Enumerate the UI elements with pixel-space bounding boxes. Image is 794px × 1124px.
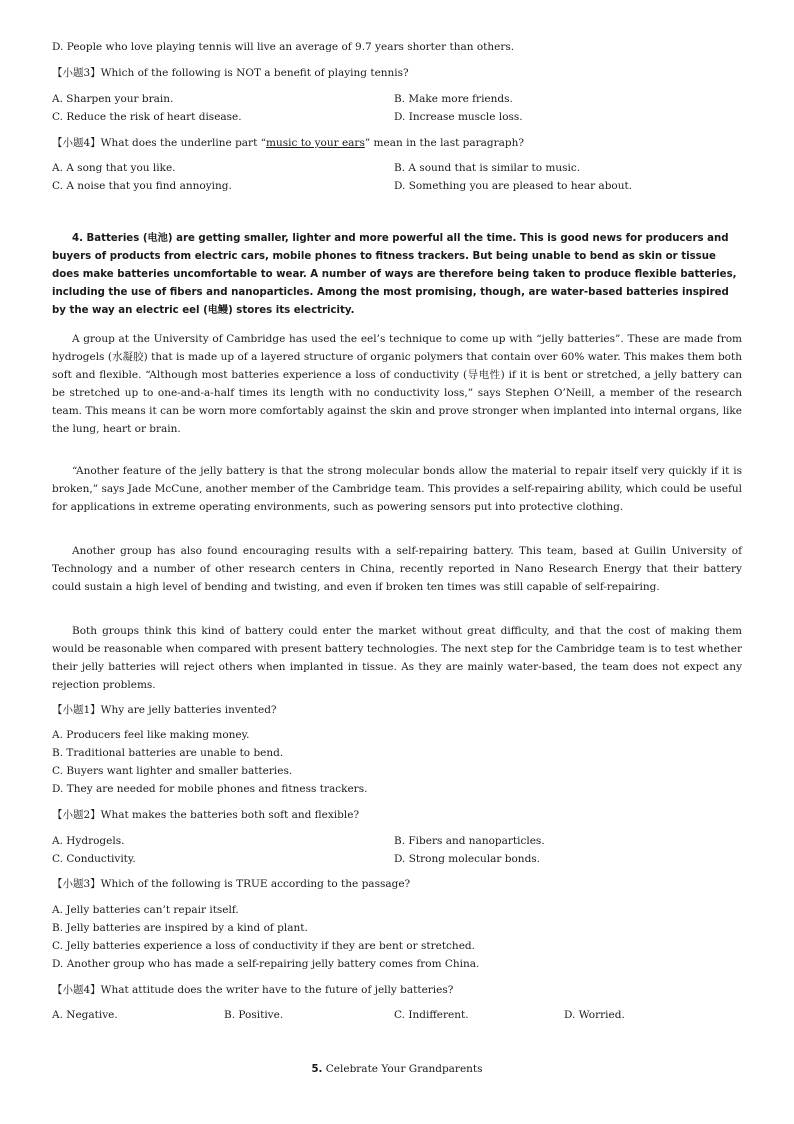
- q4-option-d: D. Worried.: [564, 1009, 625, 1021]
- prev-q3-option-a: A. Sharpen your brain.: [52, 93, 174, 105]
- prev-q4-label-post: ” mean in the last paragraph?: [364, 137, 525, 149]
- q2-option-b: B. Fibers and nanoparticles.: [394, 835, 545, 847]
- q2-label: 【小题2】What makes the batteries both soft and flexible?: [52, 809, 360, 821]
- prev-q4-option-a: A. A song that you like.: [52, 162, 176, 174]
- next-section-number: 5.: [311, 1064, 323, 1075]
- q3-label: 【小题3】Which of the following is TRUE according to the passage?: [52, 878, 411, 890]
- q3-option-d: D. Another group who has made a self-repairing jelly battery comes from China.: [52, 958, 480, 970]
- prev-q3-option-b: B. Make more friends.: [394, 93, 513, 105]
- prev-q2-option-d: D. People who love playing tennis will live an average of 9.7 years shorter than others.: [52, 41, 515, 53]
- prev-q4-option-c: C. A noise that you find annoying.: [52, 180, 232, 192]
- passage4-paragraph-3: Another group has also found encouraging results with a self-repairing battery. This team, based at Guilin University of Technology and a number of other research centers in China, recently reported in Nano Research Energy that their battery could sustain a high level of bending and twisting, and even if broken ten times was still capable of self-repairing.: [52, 545, 742, 593]
- q3-option-a: A. Jelly batteries can’t repair itself.: [52, 904, 239, 916]
- q2-option-a: A. Hydrogels.: [52, 835, 125, 847]
- prev-q4-option-b: B. A sound that is similar to music.: [394, 162, 581, 174]
- passage4-paragraph-2: “Another feature of the jelly battery is that the strong molecular bonds allow the material to repair itself very quickly if it is broken,” says Jade McCune, another member of the Cambridge team. This provides a self-repairing ability, which could be useful for applications in extreme operating environments, such as powering sensors put into protective clothing.: [52, 465, 742, 513]
- q1-option-d: D. They are needed for mobile phones and fitness trackers.: [52, 783, 368, 795]
- q1-label: 【小题1】Why are jelly batteries invented?: [52, 704, 277, 716]
- q4-option-c: C. Indifferent.: [394, 1009, 469, 1021]
- prev-q4-label: [52, 136, 524, 150]
- prev-q4-option-d: D. Something you are pleased to hear about.: [394, 180, 633, 192]
- q3-option-b: B. Jelly batteries are inspired by a kind of plant.: [52, 922, 308, 934]
- q2-option-d: D. Strong molecular bonds.: [394, 853, 541, 865]
- q1-option-b: B. Traditional batteries are unable to bend.: [52, 747, 284, 759]
- q4-option-b: B. Positive.: [224, 1009, 284, 1021]
- passage4-paragraph-4: Both groups think this kind of battery could enter the market without great difficulty, and that the cost of making them would be reasonable when compared with present battery technologies. The next step for the Cambridge team is to test whether their jelly batteries will reject others when implanted in tissue. As they are mainly water-based, the team does not expect any rejection problems.: [52, 625, 742, 691]
- q4-label: 【小题4】What attitude does the writer have to the future of jelly batteries?: [52, 984, 454, 996]
- prev-q4-label-pre: 【小题4】What does the underline part “: [52, 137, 267, 149]
- prev-q3-label: 【小题3】Which of the following is NOT a benefit of playing tennis?: [52, 67, 409, 79]
- prev-q3-option-d: D. Increase muscle loss.: [394, 111, 523, 123]
- q1-option-a: A. Producers feel like making money.: [52, 729, 250, 741]
- q3-option-c: C. Jelly batteries experience a loss of conductivity if they are bent or stretched.: [52, 940, 475, 952]
- prev-q3-option-c: C. Reduce the risk of heart disease.: [52, 111, 242, 123]
- next-section-heading: [52, 1062, 742, 1077]
- passage4-intro: 4. Batteries (电池) are getting smaller, lighter and more powerful all the time. This is good news for producers and buyers of products from electric cars, mobile phones to fitness trackers. But being unable to bend as skin or tissue does make batteries uncomfortable to wear. A number of ways are therefore being taken to produce flexible batteries, including the use of fibers and nanoparticles. Among the most promising, though, are water-based batteries inspired by the way an electric eel (电鳗) stores its electricity.: [52, 233, 737, 316]
- next-section-title: Celebrate Your Grandparents: [325, 1063, 483, 1075]
- passage4-paragraph-1: A group at the University of Cambridge has used the eel’s technique to come up with “jelly batteries”. These are made from hydrogels (水凝胶) that is made up of a layered structure of organic polymers that contain over 60% water. This makes them both soft and flexible. “Although most batteries experience a loss of conductivity (导电性) if it is bent or stretched, a jelly battery can be stretched up to one-and-a-half times its length with no conductivity loss,” says Stephen O’Neill, a member of the research team. This means it can be worn more comfortably against the skin and prove stronger when implanted into internal organs, like the lung, heart or brain.: [52, 333, 742, 435]
- q4-option-a: A. Negative.: [52, 1009, 118, 1021]
- q1-option-c: C. Buyers want lighter and smaller batteries.: [52, 765, 293, 777]
- prev-q4-underlined-phrase: music to your ears: [266, 137, 365, 149]
- q2-option-c: C. Conductivity.: [52, 853, 136, 865]
